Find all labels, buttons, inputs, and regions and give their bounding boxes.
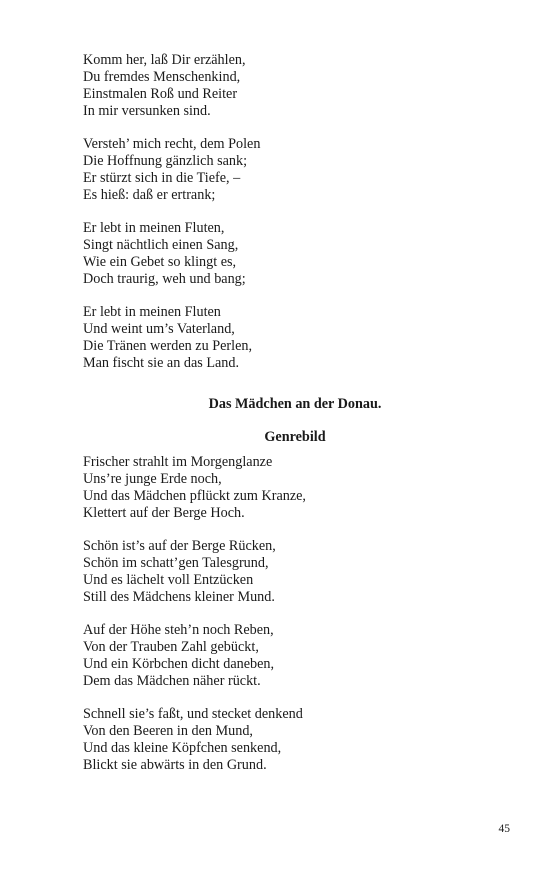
verse-line: Die Hoffnung gänzlich sank; bbox=[83, 152, 248, 169]
poem-1-stanza-1 bbox=[83, 52, 523, 120]
verse-line: Und das Mädchen pflückt zum Kranze, bbox=[83, 487, 306, 504]
page-number: 45 bbox=[498, 823, 510, 835]
poem-subtitle: Genrebild bbox=[264, 429, 326, 445]
verse-line: Und ein Körbchen dicht daneben, bbox=[83, 655, 275, 672]
verse-line: Er lebt in meinen Fluten, bbox=[83, 220, 225, 236]
verse-line: Blickt sie abwärts in den Grund. bbox=[83, 756, 267, 773]
verse-line: Schön ist’s auf der Berge Rücken, bbox=[83, 538, 276, 554]
verse-line: Von den Beeren in den Mund, bbox=[83, 722, 253, 739]
poem-1-stanza-4 bbox=[83, 304, 523, 372]
verse-line: Und weint um’s Vaterland, bbox=[83, 320, 235, 337]
verse-line: Uns’re junge Erde noch, bbox=[83, 470, 222, 487]
poem-2-stanza-2 bbox=[83, 538, 523, 606]
poem-2-stanza-1 bbox=[83, 454, 523, 522]
poem-1-stanza-3 bbox=[83, 220, 523, 288]
verse-line: Still des Mädchens kleiner Mund. bbox=[83, 588, 275, 605]
verse-line: Dem das Mädchen näher rückt. bbox=[83, 672, 261, 689]
verse-line: Komm her, laß Dir erzählen, bbox=[83, 52, 246, 68]
verse-line: Singt nächtlich einen Sang, bbox=[83, 236, 239, 253]
poem-2-stanza-3 bbox=[83, 622, 523, 690]
verse-line: Er stürzt sich in die Tiefe, – bbox=[83, 169, 241, 186]
verse-line: In mir versunken sind. bbox=[83, 102, 211, 119]
verse-line: Es hieß: daß er ertrank; bbox=[83, 186, 216, 203]
verse-line: Auf der Höhe steh’n noch Reben, bbox=[83, 622, 274, 638]
verse-line: Du fremdes Menschenkind, bbox=[83, 68, 241, 85]
verse-line: Frischer strahlt im Morgenglanze bbox=[83, 454, 273, 470]
verse-line: Versteh’ mich recht, dem Polen bbox=[83, 136, 261, 152]
poem-title: Das Mädchen an der Donau. bbox=[208, 396, 382, 412]
verse-line: Er lebt in meinen Fluten bbox=[83, 304, 221, 320]
verse-line: Von der Trauben Zahl gebückt, bbox=[83, 638, 259, 655]
verse-line: Wie ein Gebet so klingt es, bbox=[83, 253, 237, 270]
verse-line: Schnell sie’s faßt, und stecket denkend bbox=[83, 706, 303, 722]
verse-line: Doch traurig, weh und bang; bbox=[83, 270, 246, 287]
verse-line: Schön im schatt’gen Talesgrund, bbox=[83, 554, 269, 571]
verse-line: Einstmalen Roß und Reiter bbox=[83, 85, 238, 102]
poem-2-stanza-4 bbox=[83, 706, 523, 774]
verse-line: Und es lächelt voll Entzücken bbox=[83, 571, 254, 588]
verse-line: Man fischt sie an das Land. bbox=[83, 354, 240, 371]
verse-line: Und das kleine Köpfchen senkend, bbox=[83, 739, 282, 756]
verse-line: Die Tränen werden zu Perlen, bbox=[83, 337, 253, 354]
verse-line: Klettert auf der Berge Hoch. bbox=[83, 504, 245, 521]
poem-1-stanza-2 bbox=[83, 136, 523, 204]
